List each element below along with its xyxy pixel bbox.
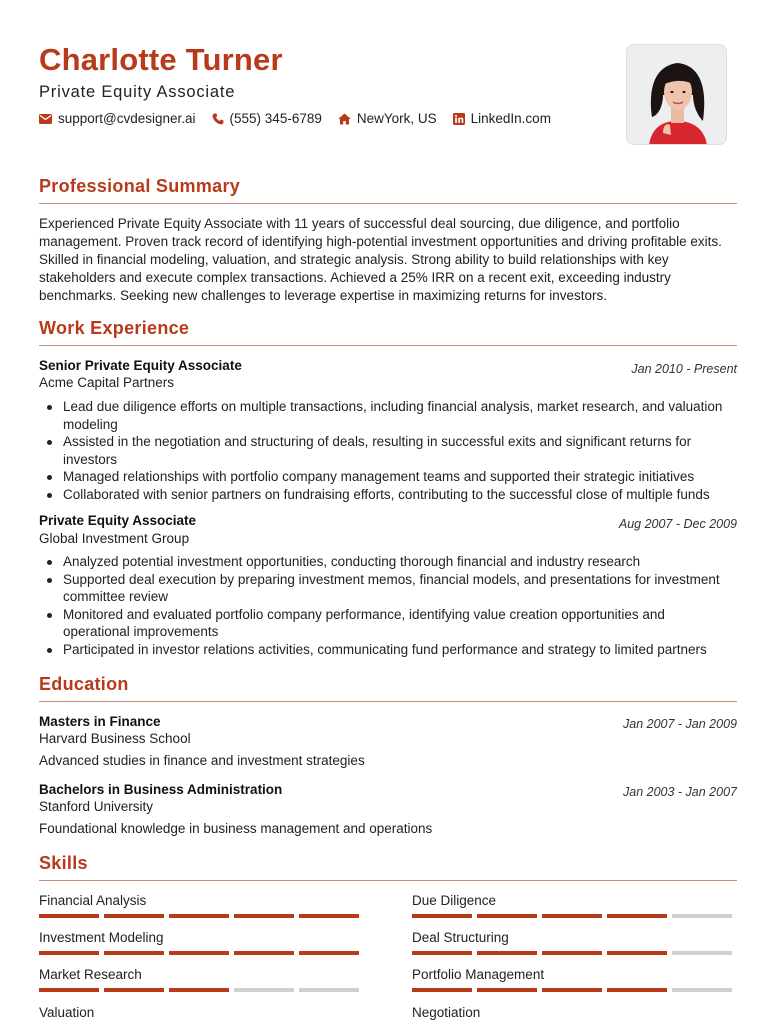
home-icon (338, 113, 351, 125)
education-divider (39, 701, 737, 702)
skill-level-filled (477, 988, 537, 992)
skill-level-empty (299, 988, 359, 992)
skill-level-filled (39, 914, 99, 918)
skill-level-filled (104, 914, 164, 918)
skill-level-filled (412, 914, 472, 918)
contact-phone[interactable] (212, 111, 322, 126)
list-item: Collaborated with senior partners on fundraising efforts, contributing to the successful close of multiple funds (44, 486, 734, 504)
skill-level-filled (477, 951, 537, 955)
skill-level-filled (104, 951, 164, 955)
summary-text: Experienced Private Equity Associate with 11 years of successful deal sourcing, due diligence, and portfolio management. Proven track record of identifying high-potential investment opportunities and driving profitable exits. Skilled in financial modeling, valuation, and strategic analysis. Strong ability to build relationships with key stakeholders and execute complex transactions. Achieved a 25% IRR on a recent exit, exceeding industry benchmarks. Seeking new challenges to leverage expertise in maximizing returns for investors. (39, 216, 722, 303)
skill-level-filled (169, 988, 229, 992)
job-title: Private Equity Associate (39, 513, 197, 528)
skill-level-filled (607, 951, 667, 955)
skill-name: Investment Modeling (39, 930, 164, 945)
skill-level-empty (234, 988, 294, 992)
skill-name: Valuation (39, 1005, 95, 1020)
skill-level-filled (542, 951, 602, 955)
skill-level-filled (39, 951, 99, 955)
linkedin-text: LinkedIn.com (470, 111, 551, 126)
email-text: support@cvdesigner.ai (58, 111, 196, 126)
list-item: Monitored and evaluated portfolio company performance, identifying value creation opportunities and operational improvements (44, 606, 734, 641)
skills-heading: Skills (39, 853, 88, 873)
skill-level-filled (542, 988, 602, 992)
skill-name: Negotiation (412, 1005, 481, 1020)
skill-level-empty (672, 988, 732, 992)
list-item: Lead due diligence efforts on multiple transactions, including financial analysis, market research, and valuation modeling (44, 398, 734, 433)
skill-level-filled (542, 914, 602, 918)
list-item: Managed relationships with portfolio company management teams and supported their strategic initiatives (44, 468, 734, 486)
envelope-icon (39, 114, 52, 124)
skill-level-bar (412, 951, 732, 955)
job-company: Acme Capital Partners (39, 375, 175, 390)
job-company: Global Investment Group (39, 531, 190, 546)
skill-name: Market Research (39, 967, 142, 982)
candidate-role: Private Equity Associate (39, 83, 236, 101)
skill-name: Portfolio Management (412, 967, 545, 982)
education-dates: Jan 2003 - Jan 2007 (623, 785, 737, 799)
degree-title: Masters in Finance (39, 714, 161, 729)
skill-level-filled (234, 951, 294, 955)
job-title: Senior Private Equity Associate (39, 358, 242, 373)
linkedin-icon (453, 113, 465, 125)
skill-level-filled (169, 914, 229, 918)
skill-level-filled (234, 914, 294, 918)
skill-level-bar (39, 914, 359, 918)
skill-level-bar (39, 951, 359, 955)
skill-level-empty (672, 951, 732, 955)
list-item: Assisted in the negotiation and structuring of deals, resulting in successful exits and significant returns for investors (44, 433, 734, 468)
skill-name: Deal Structuring (412, 930, 509, 945)
skill-level-filled (104, 988, 164, 992)
degree-title: Bachelors in Business Administration (39, 782, 283, 797)
skill-level-filled (299, 951, 359, 955)
skill-level-empty (672, 914, 732, 918)
skill-level-bar (412, 988, 732, 992)
school-name: Harvard Business School (39, 731, 191, 746)
skill-name: Due Diligence (412, 893, 497, 908)
education-heading: Education (39, 674, 129, 694)
skill-level-filled (412, 988, 472, 992)
job-dates: Jan 2010 - Present (631, 362, 737, 376)
education-dates: Jan 2007 - Jan 2009 (623, 717, 737, 731)
job-bullets (44, 398, 734, 504)
education-description: Advanced studies in finance and investment strategies (39, 753, 365, 768)
contact-linkedin[interactable] (453, 111, 551, 126)
skill-level-filled (607, 914, 667, 918)
summary-divider (39, 203, 737, 204)
candidate-name: Charlotte Turner (39, 42, 283, 77)
skill-level-filled (412, 951, 472, 955)
skill-level-filled (299, 914, 359, 918)
summary-heading: Professional Summary (39, 176, 241, 196)
skills-divider (39, 880, 737, 881)
experience-heading: Work Experience (39, 318, 190, 338)
contact-row (39, 111, 551, 126)
phone-icon (212, 113, 224, 125)
contact-email[interactable] (39, 111, 196, 126)
education-description: Foundational knowledge in business management and operations (39, 821, 433, 836)
experience-divider (39, 345, 737, 346)
phone-text: (555) 345-6789 (229, 111, 322, 126)
profile-photo (626, 44, 727, 145)
job-dates: Aug 2007 - Dec 2009 (618, 517, 737, 531)
skill-level-filled (477, 914, 537, 918)
list-item: Supported deal execution by preparing investment memos, financial models, and presentations for investment committee review (44, 571, 734, 606)
skill-level-filled (169, 951, 229, 955)
list-item: Analyzed potential investment opportunities, conducting thorough financial and industry research (44, 553, 734, 571)
school-name: Stanford University (39, 799, 154, 814)
job-bullets (44, 553, 734, 659)
skill-level-filled (39, 988, 99, 992)
skill-level-filled (607, 988, 667, 992)
contact-location (338, 111, 437, 126)
skill-name: Financial Analysis (39, 893, 147, 908)
list-item: Participated in investor relations activities, communicating fund performance and strategy to limited partners (44, 641, 734, 659)
location-text: NewYork, US (356, 111, 437, 126)
skill-level-bar (412, 914, 732, 918)
skill-level-bar (39, 988, 359, 992)
